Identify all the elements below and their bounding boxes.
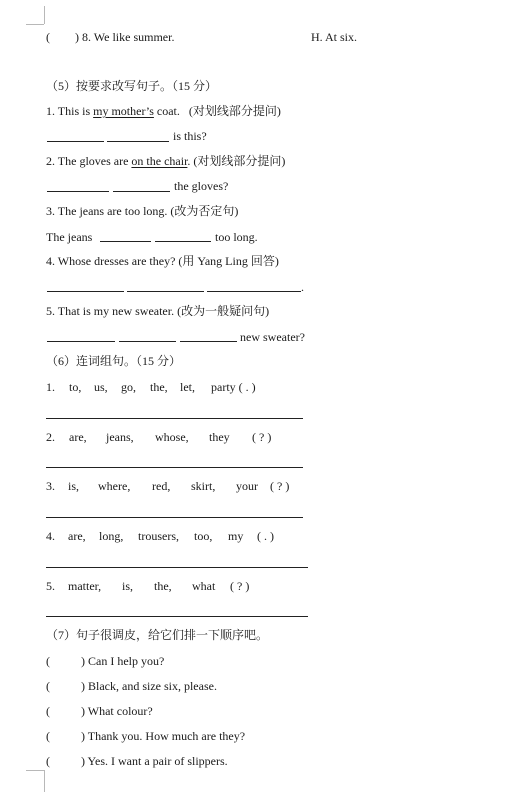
- s5-q3-blank1[interactable]: [100, 241, 151, 242]
- s5-q2: 2. The gloves are on the chair. (对划线部分提问): [46, 154, 286, 168]
- s5-q5-blank1[interactable]: [47, 341, 115, 342]
- s7-q1-text: ) Can I help you?: [81, 654, 165, 668]
- s5-q5-tail: new sweater?: [240, 330, 305, 344]
- section6-heading: （6）连词组句。（15 分）: [46, 354, 182, 368]
- s6-q4-num: 4.: [46, 529, 55, 543]
- s6-q5-word: the,: [154, 579, 172, 593]
- item-8-paren: (: [46, 30, 50, 44]
- s6-q4-word: my: [228, 529, 244, 543]
- s7-q4-text: ) Thank you. How much are they?: [81, 729, 246, 743]
- s7-q3-text: ) What colour?: [81, 704, 153, 718]
- s5-q2-blank1[interactable]: [47, 191, 109, 192]
- s5-q2-underlined: on the chair: [131, 154, 188, 168]
- s7-q2-text: ) Black, and size six, please.: [81, 679, 217, 693]
- s5-q4-blank2[interactable]: [127, 291, 204, 292]
- s6-q2-word: are,: [69, 430, 87, 444]
- section5-heading: （5）按要求改写句子。（15 分）: [46, 79, 218, 93]
- s5-q1-blank1[interactable]: [47, 141, 104, 142]
- s6-q1-word: party ( . ): [211, 380, 256, 394]
- s5-q3-tail: too long.: [215, 230, 258, 244]
- s5-q4-blank3[interactable]: [207, 291, 301, 292]
- s6-q2-answer-line[interactable]: [46, 467, 303, 468]
- s5-q3-lead: The jeans: [46, 230, 93, 244]
- s6-q5-word: is,: [122, 579, 134, 593]
- s6-q5-word: ( ? ): [230, 579, 250, 593]
- s5-q2-blank2[interactable]: [113, 191, 170, 192]
- s7-q2-paren[interactable]: (: [46, 679, 50, 693]
- s6-q3-word: ( ? ): [270, 479, 290, 493]
- s5-q5: 5. That is my new sweater. (改为一般疑问句): [46, 304, 270, 318]
- s5-q2-tail: the gloves?: [174, 179, 229, 193]
- s5-q1-tail: is this?: [173, 129, 207, 143]
- s5-q3-blank2[interactable]: [155, 241, 211, 242]
- corner-mark-top: [44, 6, 45, 24]
- s6-q2-word: they: [209, 430, 230, 444]
- s7-q4-paren[interactable]: (: [46, 729, 50, 743]
- s5-q5-blank2[interactable]: [119, 341, 176, 342]
- s6-q2-num: 2.: [46, 430, 55, 444]
- s6-q1-word: to,: [69, 380, 82, 394]
- section7-heading: （7）句子很调皮，给它们排一下顺序吧。: [46, 628, 269, 642]
- corner-mark-bottom-h: [26, 770, 44, 771]
- s6-q4-word: are,: [68, 529, 86, 543]
- s6-q3-answer-line[interactable]: [46, 517, 303, 518]
- item-8-answer: H. At six.: [311, 30, 358, 44]
- s6-q5-word: what: [192, 579, 216, 593]
- s5-q3: 3. The jeans are too long. (改为否定句): [46, 204, 239, 218]
- s6-q4-answer-line[interactable]: [46, 567, 308, 568]
- s6-q3-word: skirt,: [191, 479, 216, 493]
- s5-q5-blank3[interactable]: [180, 341, 237, 342]
- corner-mark-top-h: [26, 24, 44, 25]
- s6-q3-word: red,: [152, 479, 171, 493]
- s7-q5-text: ) Yes. I want a pair of slippers.: [81, 754, 228, 768]
- s6-q4-word: long,: [99, 529, 124, 543]
- s6-q3-word: where,: [98, 479, 131, 493]
- s5-q4: 4. Whose dresses are they? (用 Yang Ling 回答): [46, 254, 279, 268]
- s6-q2-word: whose,: [155, 430, 189, 444]
- s6-q3-num: 3.: [46, 479, 55, 493]
- s7-q5-paren[interactable]: (: [46, 754, 50, 768]
- s6-q1-word: go,: [121, 380, 136, 394]
- s6-q1-num: 1.: [46, 380, 55, 394]
- item-8-text: ) 8. We like summer.: [75, 30, 175, 44]
- s6-q3-word: your: [236, 479, 258, 493]
- s6-q2-word: ( ? ): [252, 430, 272, 444]
- s6-q4-word: ( . ): [257, 529, 274, 543]
- s6-q5-answer-line[interactable]: [46, 616, 308, 617]
- s6-q4-word: too,: [194, 529, 213, 543]
- s6-q2-word: jeans,: [106, 430, 134, 444]
- s5-q4-tail: .: [301, 280, 304, 294]
- s6-q1-answer-line[interactable]: [46, 418, 303, 419]
- s6-q5-word: matter,: [68, 579, 102, 593]
- s5-q4-blank1[interactable]: [47, 291, 124, 292]
- s5-q1: 1. This is my mother’s coat. (对划线部分提问): [46, 104, 281, 118]
- s6-q1-word: the,: [150, 380, 168, 394]
- s6-q3-word: is,: [68, 479, 80, 493]
- s5-q1-underlined: my mother’s: [93, 104, 154, 118]
- s6-q4-word: trousers,: [138, 529, 179, 543]
- s7-q1-paren[interactable]: (: [46, 654, 50, 668]
- s7-q3-paren[interactable]: (: [46, 704, 50, 718]
- s6-q1-word: us,: [94, 380, 108, 394]
- s6-q5-num: 5.: [46, 579, 55, 593]
- s5-q1-blank2[interactable]: [107, 141, 169, 142]
- corner-mark-bottom: [44, 770, 45, 792]
- s6-q1-word: let,: [180, 380, 195, 394]
